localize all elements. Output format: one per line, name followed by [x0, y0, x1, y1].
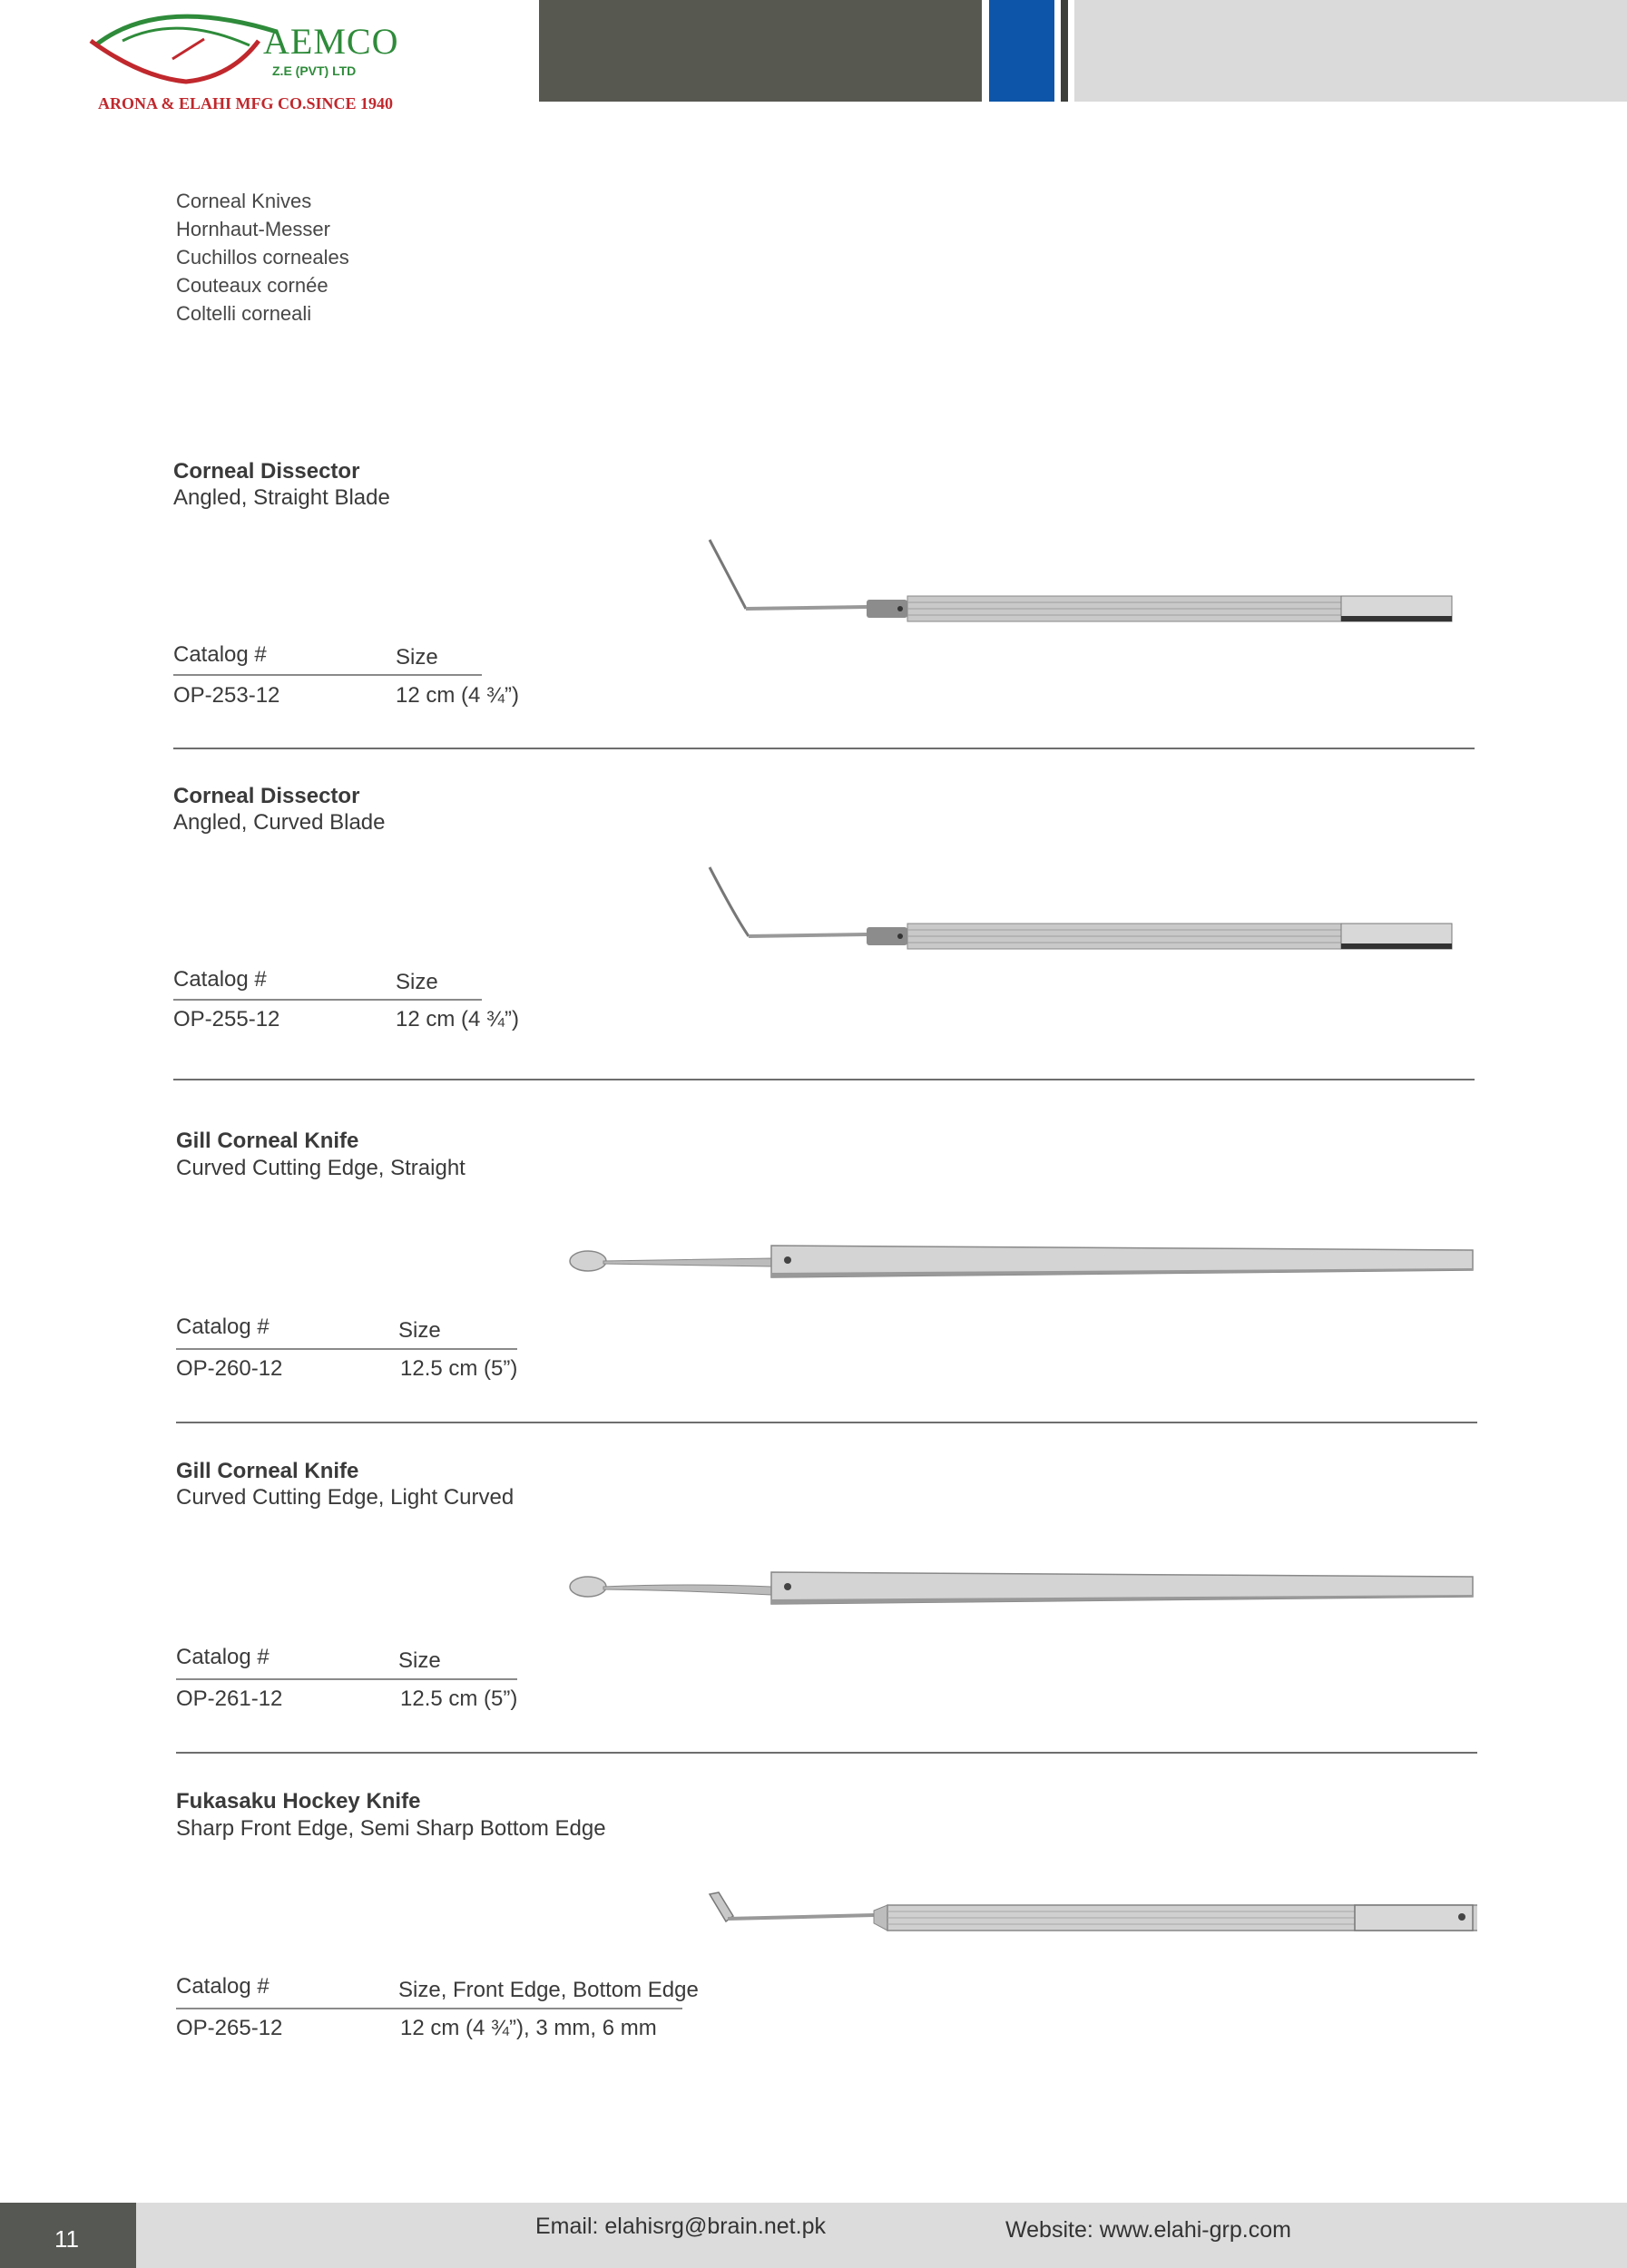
- product-title: Gill Corneal Knife: [176, 1129, 359, 1153]
- category-name-es: Cuchillos corneales: [176, 246, 349, 269]
- category-name-it: Coltelli corneali: [176, 302, 312, 325]
- gill-corneal-knife-light-curved-image: [567, 1565, 1475, 1610]
- section-divider: [173, 1079, 1475, 1080]
- size-value: 12 cm (4 ¾”): [396, 683, 520, 708]
- size-value: 12 cm (4 ¾”): [396, 1007, 520, 1031]
- corneal-dissector-curved-image: [708, 862, 1475, 962]
- page-number: 11: [54, 2225, 79, 2253]
- product-title: Corneal Dissector: [173, 784, 360, 808]
- size-value: 12.5 cm (5”): [400, 1356, 518, 1381]
- size-header: Size, Front Edge, Bottom Edge: [398, 1978, 699, 2002]
- header-light-band: [1074, 0, 1627, 102]
- catalog-header: Catalog #: [176, 1974, 270, 1999]
- size-header: Size: [396, 645, 438, 670]
- corneal-dissector-straight-image: [708, 531, 1475, 631]
- catalog-number: OP-255-12: [173, 1007, 280, 1031]
- catalog-header: Catalog #: [176, 1315, 270, 1339]
- section-divider: [173, 748, 1475, 749]
- catalog-number: OP-253-12: [173, 683, 280, 708]
- product-title: Corneal Dissector: [173, 459, 360, 484]
- product-description: Curved Cutting Edge, Light Curved: [176, 1485, 515, 1510]
- catalog-header: Catalog #: [173, 967, 267, 992]
- header-divider-bar: [1061, 0, 1068, 102]
- category-name-de: Hornhaut-Messer: [176, 218, 330, 240]
- logo-brand-text: AEMCO: [263, 21, 399, 62]
- table-rule: [176, 1348, 517, 1350]
- footer-bar: [136, 2203, 1627, 2268]
- table-rule: [176, 1678, 517, 1680]
- product-description: Sharp Front Edge, Semi Sharp Bottom Edge: [176, 1816, 606, 1841]
- category-names: [176, 187, 349, 327]
- size-header: Size: [398, 1648, 441, 1673]
- catalog-number: OP-261-12: [176, 1686, 283, 1711]
- size-header: Size: [398, 1318, 441, 1343]
- fukasaku-hockey-knife-image: [706, 1889, 1477, 1943]
- header-dark-band: [539, 0, 982, 102]
- logo-subtitle: Z.E (PVT) LTD: [272, 64, 357, 78]
- category-name-fr: Couteaux cornée: [176, 274, 328, 297]
- size-header: Size: [396, 970, 438, 994]
- catalog-number: OP-265-12: [176, 2016, 283, 2040]
- section-divider: [176, 1752, 1477, 1754]
- table-rule: [176, 2008, 682, 2009]
- table-rule: [173, 999, 482, 1001]
- product-description: Angled, Curved Blade: [173, 810, 386, 835]
- product-title: Fukasaku Hockey Knife: [176, 1789, 421, 1813]
- catalog-header: Catalog #: [176, 1645, 270, 1669]
- section-divider: [176, 1422, 1477, 1423]
- catalog-header: Catalog #: [173, 642, 267, 667]
- product-title: Gill Corneal Knife: [176, 1459, 359, 1483]
- table-rule: [173, 674, 482, 676]
- category-name-en: Corneal Knives: [176, 190, 312, 212]
- gill-corneal-knife-straight-image: [567, 1238, 1475, 1284]
- product-description: Angled, Straight Blade: [173, 485, 390, 510]
- footer-website[interactable]: Website: www.elahi-grp.com: [1005, 2217, 1291, 2243]
- catalog-number: OP-260-12: [176, 1356, 283, 1381]
- logo-tagline: ARONA & ELAHI MFG CO.SINCE 1940: [98, 94, 394, 112]
- size-value: 12.5 cm (5”): [400, 1686, 518, 1711]
- product-description: Curved Cutting Edge, Straight: [176, 1156, 466, 1180]
- size-value: 12 cm (4 ¾”), 3 mm, 6 mm: [400, 2016, 657, 2040]
- footer-email[interactable]: Email: elahisrg@brain.net.pk: [535, 2214, 826, 2239]
- header-blue-band: [989, 0, 1054, 102]
